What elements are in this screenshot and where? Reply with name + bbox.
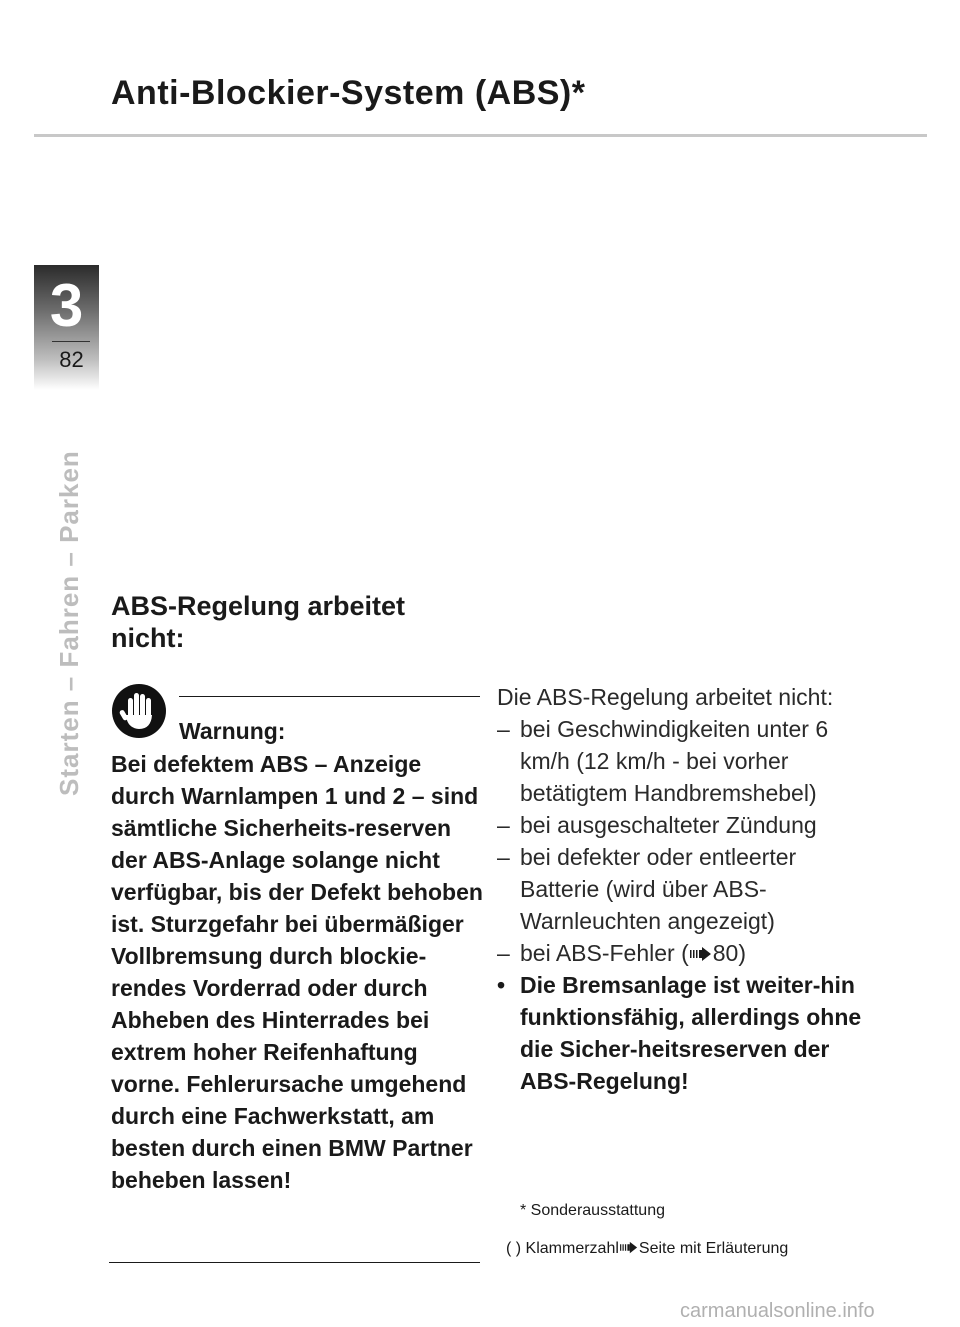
page-reference-arrow-icon	[689, 946, 713, 962]
warning-text: Bei defektem ABS – Anzeige durch Warnlampen 1 und 2 – sind sämtliche Sicherheits-reserven der ABS-Anlage solange nicht verfügbar, bis der Defekt behoben ist. Sturzgefahr bei übermäßiger Vollbremsung durch blockie-rendes Vorderrad oder durch Abheben des Hinterrades bei extrem hoher Reifenhaftung vorne. Fehlerursache umgehend durch eine Fachwerkstatt, am besten durch einen BMW Partner beheben lassen!	[111, 751, 483, 1193]
page-reference[interactable]: 80	[712, 940, 739, 966]
chapter-number: 3	[49, 272, 84, 339]
page-reference-arrow-icon	[619, 1241, 639, 1254]
footnote-page-reference: ( ) Klammerzahl Seite mit Erläuterung	[506, 1240, 789, 1257]
page-number: 82	[59, 347, 84, 372]
hand-stop-icon	[111, 683, 167, 739]
abs-conditions	[497, 681, 877, 1097]
warning-bottom-rule	[109, 1262, 480, 1263]
intro-text: Die ABS-Regelung arbeitet nicht:	[497, 684, 834, 710]
warning-top-rule	[179, 696, 480, 697]
chapter-caption: Starten – Fahren – Parken	[54, 450, 84, 796]
section-heading: ABS-Regelung arbeitet nicht:	[111, 591, 406, 653]
warning-label: Warnung:	[179, 718, 286, 744]
list-item: – bei defekter oder entleerter Batterie (wird über ABS-Warnleuchten angezeigt)	[497, 844, 797, 934]
bullet-note: • Die Bremsanlage ist weiter-hin funktionsfähig, allerdings ohne die Sicher-heitsreserven der ABS-Regelung!	[497, 972, 862, 1094]
list-item: – bei Geschwindigkeiten unter 6 km/h (12 km/h - bei vorher betätigtem Handbremshebel)	[497, 716, 829, 806]
chapter-divider	[52, 341, 90, 342]
footnote-special-equipment: * Sonderausstattung	[520, 1202, 665, 1219]
list-item: – bei ausgeschalteter Zündung	[497, 812, 817, 838]
list-item: – bei ABS-Fehler ( 80)	[497, 940, 747, 966]
condition-list	[497, 713, 877, 969]
page-title: Anti-Blockier-System (ABS)*	[111, 74, 586, 112]
watermark: carmanualsonline.info	[680, 1300, 875, 1322]
title-divider	[34, 134, 927, 137]
